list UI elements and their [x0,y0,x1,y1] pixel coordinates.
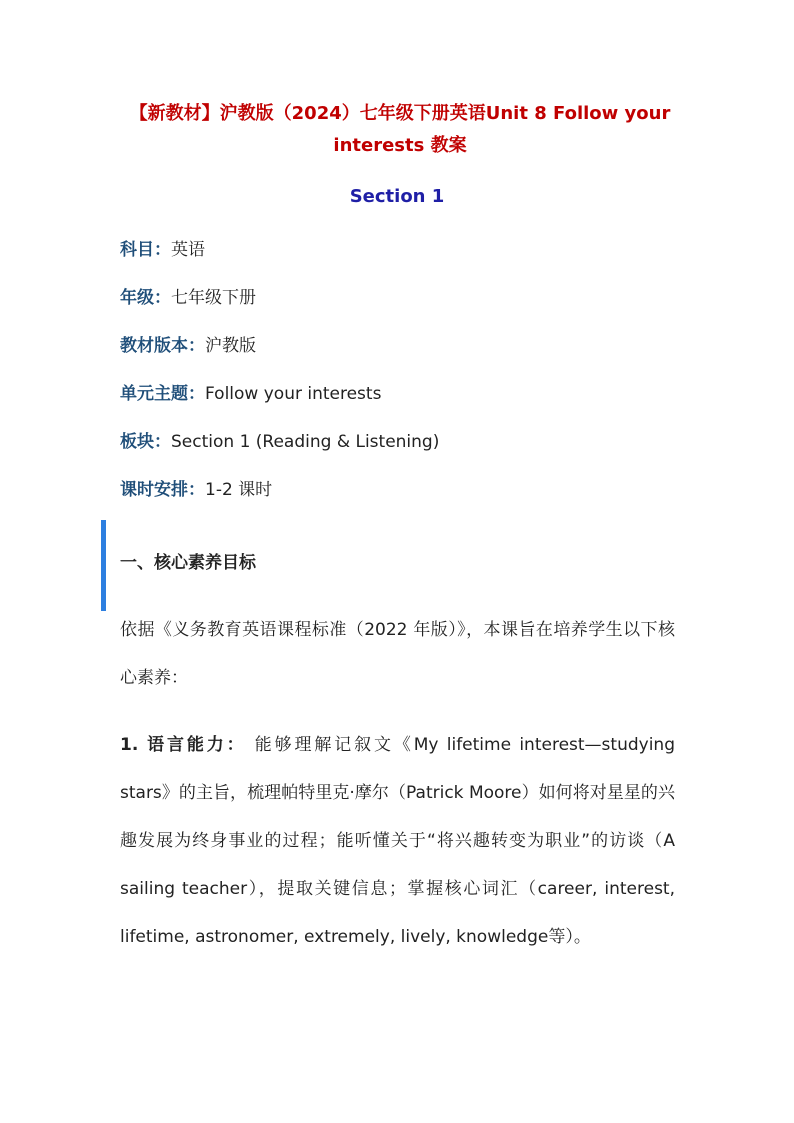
meta-value: Section 1 (Reading & Listening) [171,432,440,452]
heading-accent-bar [101,520,106,611]
meta-value: 英语 [171,240,205,260]
meta-module [120,429,439,455]
meta-key: 课时安排： [120,480,205,500]
meta-unit-theme [120,381,381,407]
meta-key: 科目： [120,240,171,260]
meta-key: 单元主题： [120,384,205,404]
meta-value: 七年级下册 [171,288,256,308]
meta-key: 板块： [120,432,171,452]
intro-paragraph: 依据《义务教育英语课程标准（2022 年版）》，本课旨在培养学生以下核心素养： [120,620,675,688]
meta-key: 年级： [120,288,171,308]
meta-subject [120,237,205,263]
meta-key: 教材版本： [120,336,205,356]
section-title: Section 1 [349,186,445,207]
point-language-ability [120,721,675,961]
meta-value: 沪教版 [205,336,256,356]
meta-edition [120,333,256,359]
point-lead: 1. 语言能力： [120,735,247,755]
point-text: 能够理解记叙文《My lifetime interest—studying stars》的主旨，梳理帕特里克·摩尔（Patrick Moore）如何将对星星的兴趣发展为终身事业的过程；能听懂关于“将兴趣转变为职业”的访谈（A sailing teacher），提取关键信息；掌握核心词汇（career, interest, lifetime, astronomer, extremely, lively, knowledge等）。 [120,735,675,947]
meta-schedule [120,477,272,503]
meta-value: 1-2 课时 [205,480,273,500]
heading-core-goals: 一、核心素养目标 [120,553,256,573]
meta-grade [120,285,256,311]
document-title: 【新教材】沪教版（2024）七年级下册英语Unit 8 Follow your interests 教案 [129,103,671,156]
meta-value: Follow your interests [205,384,382,404]
